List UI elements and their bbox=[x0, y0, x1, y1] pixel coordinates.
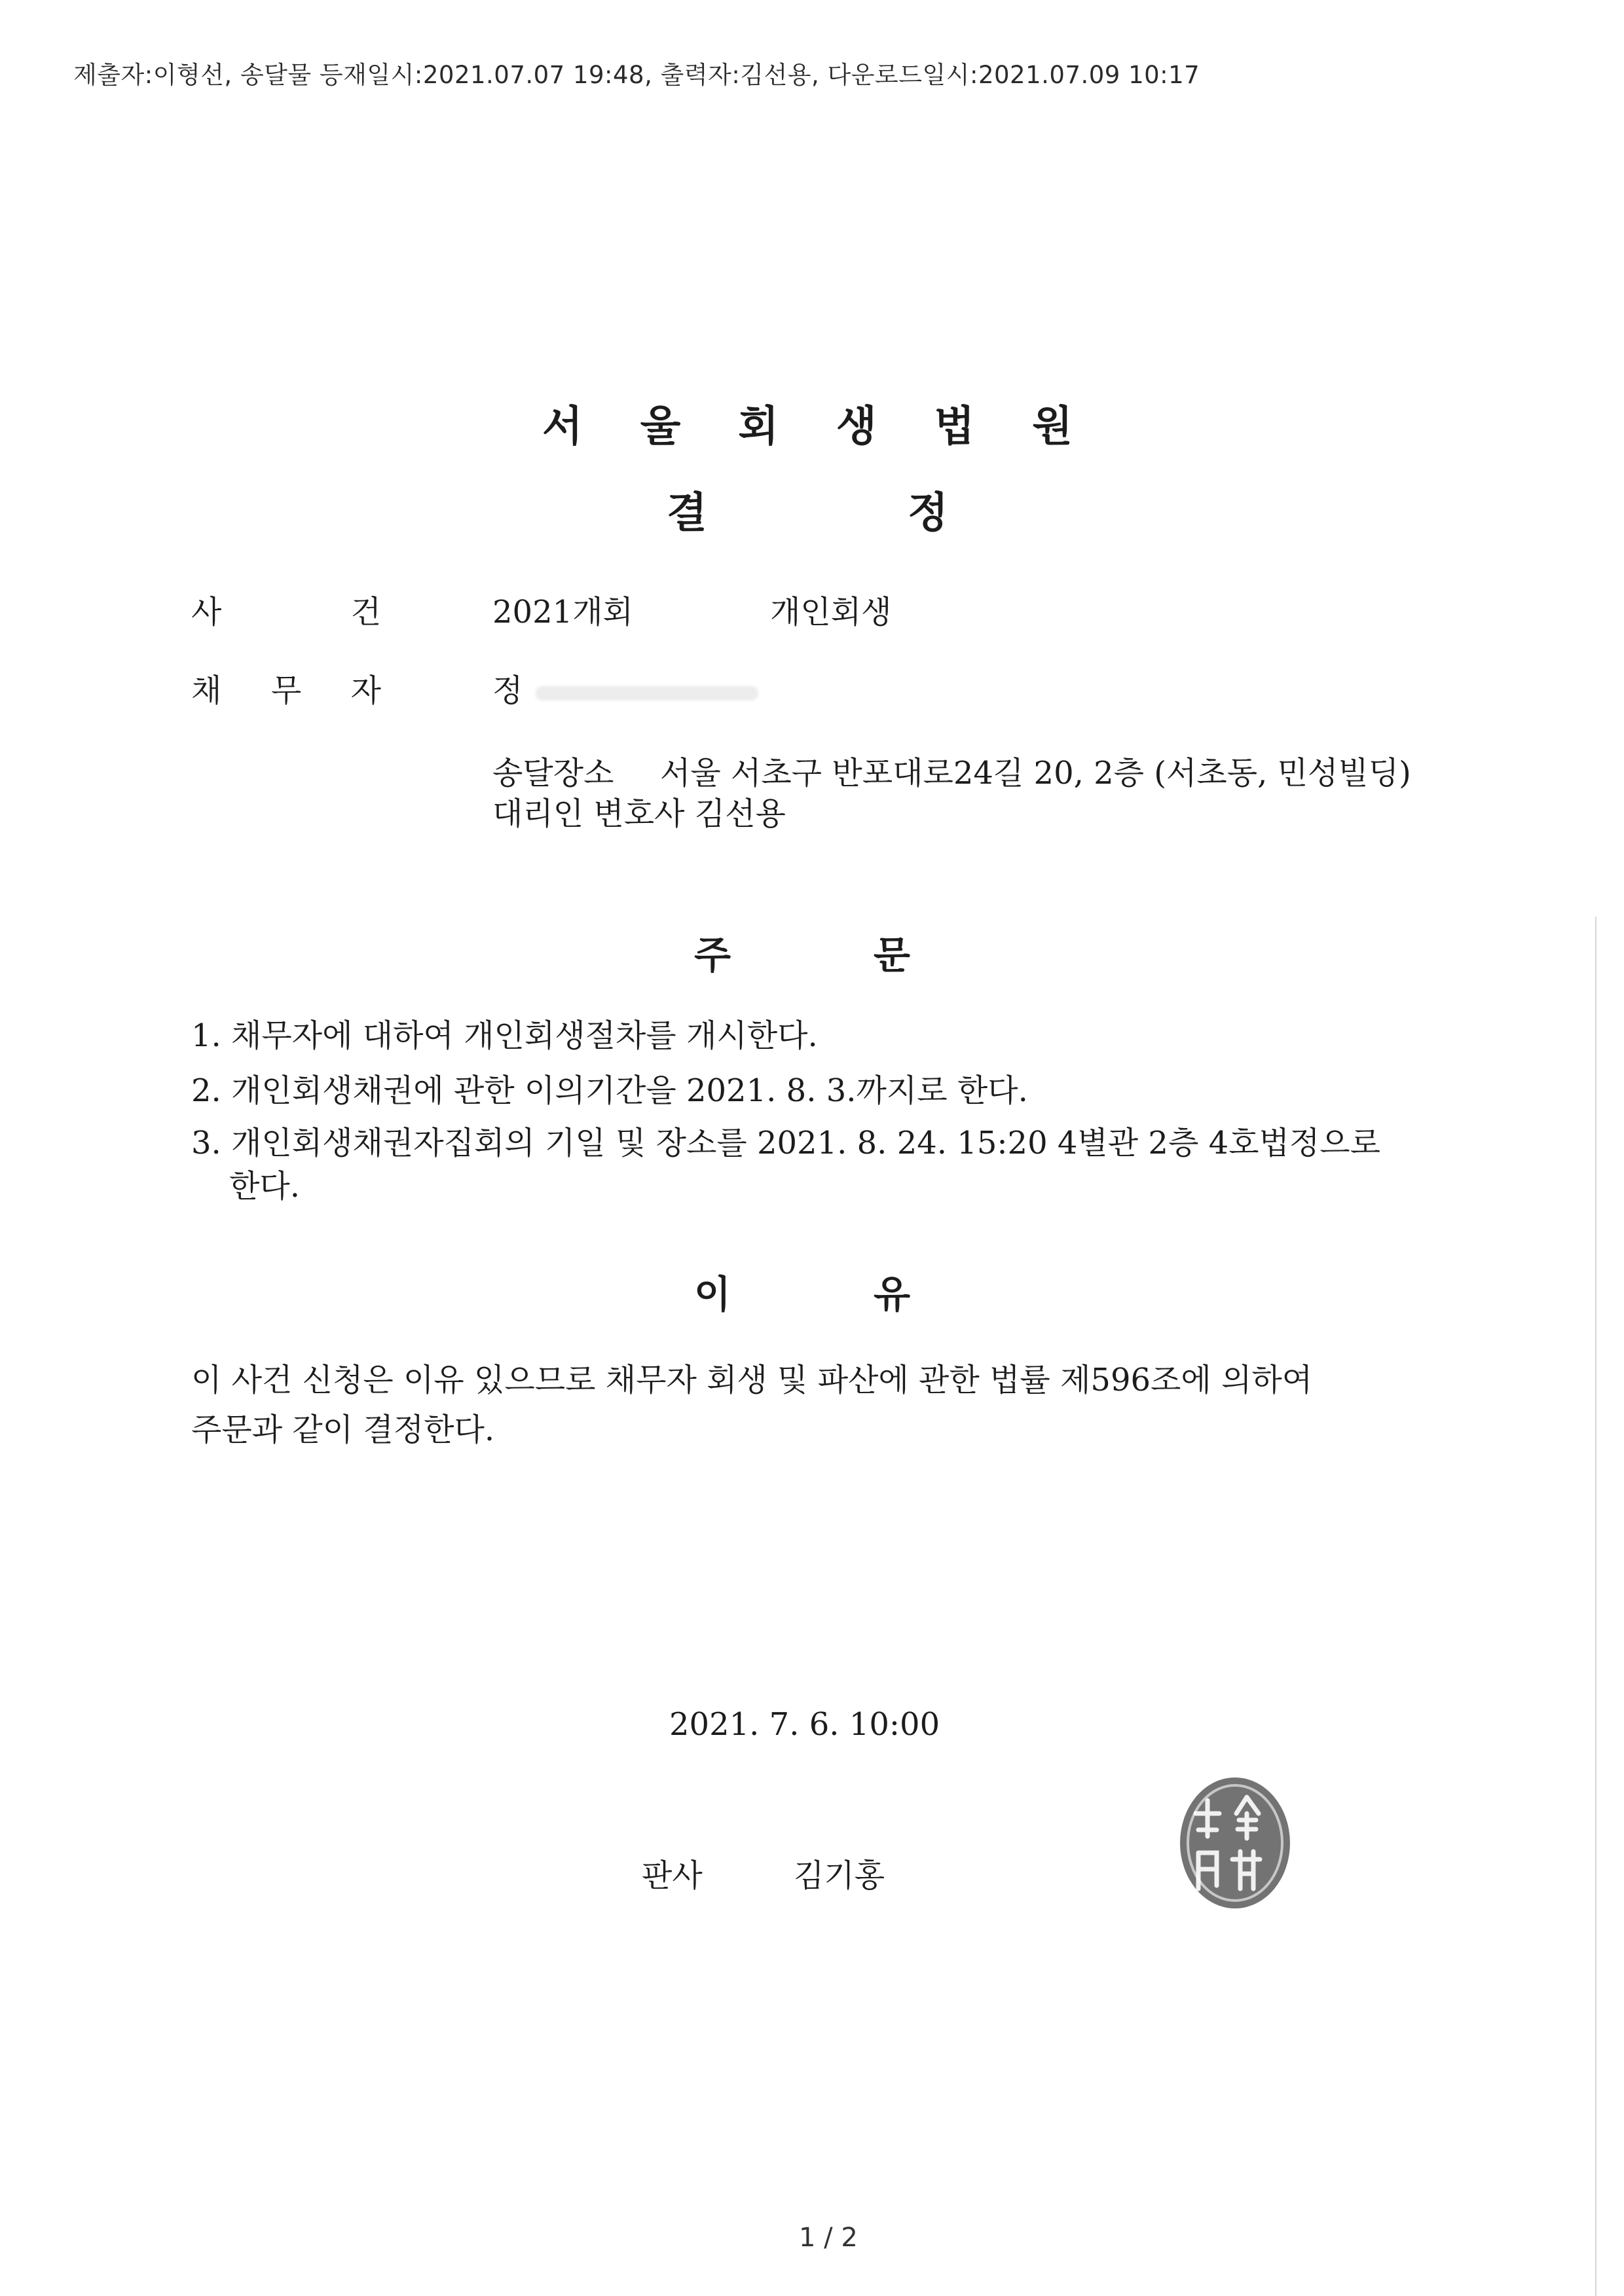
order-heading-char: 주 bbox=[694, 933, 731, 977]
court-name-char: 서 bbox=[542, 403, 583, 451]
case-label bbox=[191, 587, 381, 632]
service-address-line bbox=[492, 748, 1411, 793]
debtor-name bbox=[492, 665, 758, 710]
court-name-char: 울 bbox=[640, 403, 681, 451]
court-name-char: 법 bbox=[934, 403, 975, 451]
debtor-name-visible: 정 bbox=[492, 672, 523, 709]
debtor-label-char: 무 bbox=[270, 672, 302, 709]
order-item: 3. 개인회생채권자집회의 기일 및 장소를 2021. 8. 24. 15:20 4별관 2층 4호법정으로 bbox=[191, 1125, 1380, 1161]
document-title bbox=[667, 479, 948, 539]
court-name-char: 생 bbox=[836, 403, 877, 451]
service-address-label: 송달장소 bbox=[492, 755, 614, 792]
attorney: 대리인 변호사 김선용 bbox=[492, 795, 786, 832]
redacted-name-mark bbox=[536, 686, 758, 701]
debtor-label bbox=[191, 665, 381, 710]
document-title-char: 정 bbox=[908, 489, 948, 538]
scan-edge-line bbox=[1595, 917, 1596, 2296]
service-address: 서울 서초구 반포대로24길 20, 2층 (서초동, 민성빌딩) bbox=[660, 755, 1411, 792]
order-heading-char: 문 bbox=[873, 933, 910, 977]
court-name bbox=[542, 393, 1073, 453]
judge-title: 판사 bbox=[642, 1857, 703, 1894]
debtor-label-char: 채 bbox=[191, 672, 222, 709]
seal-stamp-icon bbox=[1176, 1774, 1294, 1912]
submission-info-header: 제출자:이형선, 송달물 등재일시:2021.07.07 19:48, 출력자:김선용, 다운로드일시:2021.07.09 10:17 bbox=[73, 61, 1200, 89]
order-item-continuation: 한다. bbox=[229, 1168, 300, 1205]
order-heading bbox=[694, 924, 910, 979]
reason-text-line: 이 사건 신청은 이유 있으므로 채무자 회생 및 파산에 관한 법률 제596조에 의하여 bbox=[191, 1362, 1313, 1398]
document-title-char: 결 bbox=[667, 489, 707, 538]
reason-text-line: 주문과 같이 결정한다. bbox=[191, 1412, 495, 1448]
court-name-char: 회 bbox=[738, 403, 779, 451]
case-type: 개인회생 bbox=[770, 594, 892, 630]
court-name-char: 원 bbox=[1032, 403, 1073, 451]
judge-name: 김기홍 bbox=[794, 1857, 885, 1894]
case-label-char: 건 bbox=[350, 594, 381, 630]
judge-seal bbox=[1176, 1774, 1294, 1912]
decision-date: 2021. 7. 6. 10:00 bbox=[669, 1706, 940, 1743]
debtor-label-char: 자 bbox=[350, 672, 381, 709]
reason-heading-char: 유 bbox=[873, 1272, 910, 1317]
page-number: 1 / 2 bbox=[799, 2223, 858, 2253]
order-item: 1. 채무자에 대하여 개인회생절차를 개시한다. bbox=[191, 1017, 818, 1054]
reason-heading bbox=[694, 1264, 910, 1319]
reason-heading-char: 이 bbox=[694, 1272, 731, 1317]
case-number: 2021개회 bbox=[492, 594, 633, 630]
case-label-char: 사 bbox=[191, 594, 222, 630]
order-item: 2. 개인회생채권에 관한 이의기간을 2021. 8. 3.까지로 한다. bbox=[191, 1072, 1028, 1109]
